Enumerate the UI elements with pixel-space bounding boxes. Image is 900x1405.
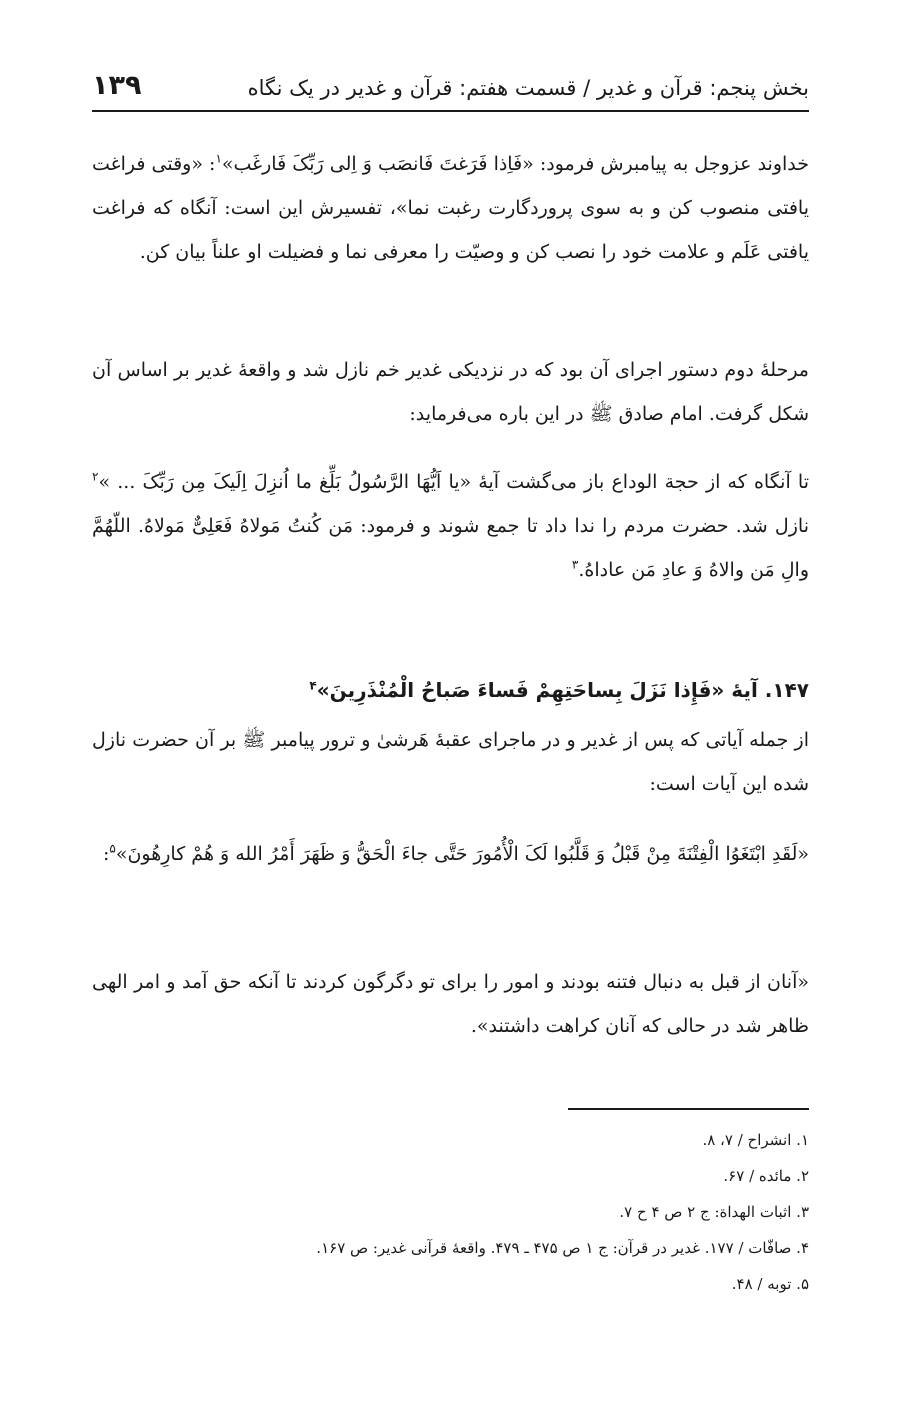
footnote-ref-5: ۵ [109,841,116,856]
header-title: بخش پنجم: قرآن و غدیر / قسمت هفتم: قرآن و غدیر در یک نگاه [247,76,809,100]
paragraph-3-text: تا آنگاه که از حجة الوداع باز می‌گشت آیهٔ «یا اَیُّهَا الرَّسُولُ بَلِّغ ما اُنزِلَ اِلَیکَ مِن رَبِّکَ ... » [98,471,809,493]
paragraph-1 [92,142,809,274]
footnote-item: ۲. مائده / ۶۷. [723,1167,809,1185]
paragraph-1-text-cont: : «وقتی فراغت یافتی منصوب کن و به سوی پروردگارت رغبت نما»، تفسیرش این است: آنگاه که فراغت یافتی عَلَم و علامت خود را نصب کن و وصیّت را معرفی نما و فضیلت او علناً بیان کن. [92,153,809,263]
verse-translation [92,960,809,1048]
footnote-item: ۴. صافّات / ۱۷۷. غدیر در قرآن: ج ۱ ص ۴۷۵ ـ ۴۷۹. واقعهٔ قرآنی غدیر: ص ۱۶۷. [316,1239,809,1257]
paragraph-2-text: مرحلهٔ دوم دستور اجرای آن بود که در نزدیکی غدیر خم نازل شد و واقعهٔ غدیر بر اساس آن شکل گرفت. امام صادق ﷺ در این باره می‌فرماید: [92,359,809,425]
verse-translation-text: «آنان از قبل به دنبال فتنه بودند و امور را برای تو دگرگون کردند تا آنکه حق آمد و امر الهی ظاهر شد در حالی که آنان کراهت داشتند». [92,971,809,1037]
quran-verse [92,832,809,876]
paragraph-1-text: خداوند عزوجل به پیامبرش فرمود: «فَاِذا فَرَغتَ فَانصَب وَ اِلی رَبِّکَ فَارغَب» [221,153,809,175]
paragraph-2 [92,348,809,436]
footnote-item: ۵. توبه / ۴۸. [731,1275,809,1293]
paragraph-4 [92,718,809,806]
paragraph-4-text: از جمله آیاتی که پس از غدیر و در ماجرای عقبهٔ هَرشیٰ و ترور پیامبر ﷺ بر آن حضرت نازل شده این آیات است: [92,729,809,795]
footnote-ref-1: ۱ [215,151,222,166]
footnote-separator [568,1108,809,1110]
paragraph-3 [92,460,809,592]
section-heading-147 [92,668,809,712]
footnote-ref-2: ۲ [92,469,99,484]
quran-verse-text: «لَقَدِ ابْتَغَوُا الْفِتْنَةَ مِنْ قَبْلُ وَ قَلَّبُوا لَکَ الْأُمُورَ حَتَّى جاءَ الْحَقُّ وَ ظَهَرَ أَمْرُ الله وَ هُمْ کارِهُونَ» [115,843,809,865]
footnote-item: ۱. انشراح / ۷، ۸. [702,1131,809,1149]
footnotes-list [92,1122,809,1302]
footnote-ref-4: ۴ [309,678,317,693]
section-heading-text: ۱۴۷. آیهٔ «فَإِذا نَزَلَ بِساحَتِهِمْ فَساءَ صَباحُ الْمُنْذَرِینَ» [316,678,809,702]
quran-verse-colon: : [102,843,110,865]
page-number: ۱۳۹ [92,70,142,101]
paragraph-3-text-cont: نازل شد. حضرت مردم را ندا داد تا جمع شوند و فرمود: مَن کُنتُ مَولاهُ فَعَلِیٌّ مَولاهُ. اللّهُمَّ والِ مَن والاهُ وَ عادِ مَن عاداهُ. [92,515,809,581]
footnote-item: ۳. اثبات الهداة: ج ۲ ص ۴ ح ۷. [619,1203,809,1221]
footnote-ref-3: ۳ [571,557,579,572]
running-header [92,68,809,112]
